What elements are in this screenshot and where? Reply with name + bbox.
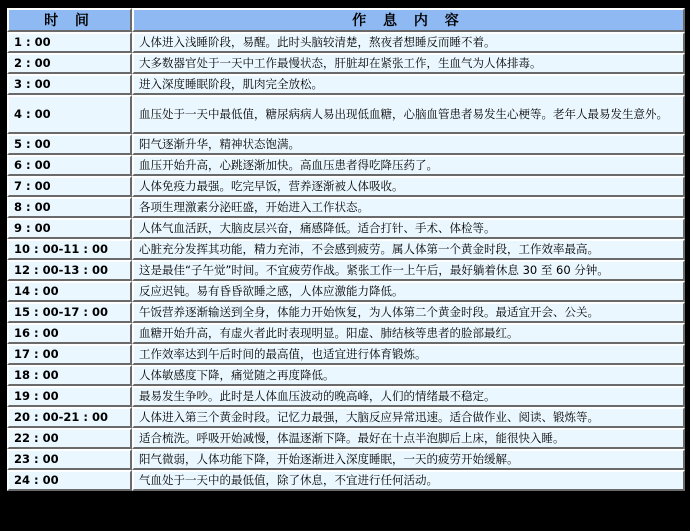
time-cell: 8 : 00 (7, 197, 132, 218)
table-row (7, 197, 685, 218)
header-row (7, 8, 685, 32)
table-row (7, 470, 685, 491)
content-cell: 血压处于一天中最低值，糖尿病病人易出现低血糖，心脑血管患者易发生心梗等。老年人最易发生意外。 (132, 95, 685, 134)
table-row (7, 218, 685, 239)
content-cell: 血糖开始升高，有虚火者此时表现明显。阳虚、肺结核等患者的脸部最红。 (132, 323, 685, 344)
time-cell: 3 : 00 (7, 74, 132, 95)
content-cell: 人体敏感度下降，痛觉随之再度降低。 (132, 365, 685, 386)
content-cell: 心脏充分发挥其功能，精力充沛，不会感到疲劳。属人体第一个黄金时段，工作效率最高。 (132, 239, 685, 260)
content-cell: 血压开始升高，心跳逐渐加快。高血压患者得吃降压药了。 (132, 155, 685, 176)
time-cell: 22 : 00 (7, 428, 132, 449)
content-cell: 工作效率达到午后时间的最高值，也适宜进行体育锻炼。 (132, 344, 685, 365)
table-row (7, 53, 685, 74)
time-cell: 24 : 00 (7, 470, 132, 491)
table-row (7, 95, 685, 134)
content-cell: 大多数器官处于一天中工作最慢状态，肝脏却在紧张工作，生血气为人体排毒。 (132, 53, 685, 74)
table-row (7, 365, 685, 386)
time-cell: 23 : 00 (7, 449, 132, 470)
table-row (7, 407, 685, 428)
table-row (7, 386, 685, 407)
daily-schedule-table (7, 8, 685, 491)
content-cell: 适合梳洗。呼吸开始减慢，体温逐渐下降。最好在十点半泡脚后上床，能很快入睡。 (132, 428, 685, 449)
table-row (7, 176, 685, 197)
content-cell: 人体气血活跃，大脑皮层兴奋，痛感降低。适合打针、手术、体检等。 (132, 218, 685, 239)
content-cell: 阳气逐渐升华，精神状态饱满。 (132, 134, 685, 155)
table-row (7, 344, 685, 365)
content-cell: 进入深度睡眠阶段，肌肉完全放松。 (132, 74, 685, 95)
time-cell: 20 : 00-21 : 00 (7, 407, 132, 428)
content-cell: 人体免疫力最强。吃完早饭，营养逐渐被人体吸收。 (132, 176, 685, 197)
time-cell: 10 : 00-11 : 00 (7, 239, 132, 260)
table-row (7, 428, 685, 449)
time-cell: 12 : 00-13 : 00 (7, 260, 132, 281)
content-cell: 午饭营养逐渐输送到全身，体能力开始恢复，为人体第二个黄金时段。最适宜开会、公关。 (132, 302, 685, 323)
content-cell: 气血处于一天中的最低值，除了休息，不宜进行任何活动。 (132, 470, 685, 491)
table-row (7, 239, 685, 260)
table-row (7, 134, 685, 155)
table-row (7, 155, 685, 176)
table-row (7, 449, 685, 470)
content-column-header: 作 息 内 容 (132, 8, 685, 32)
table-row (7, 323, 685, 344)
time-cell: 6 : 00 (7, 155, 132, 176)
time-cell: 18 : 00 (7, 365, 132, 386)
time-cell: 17 : 00 (7, 344, 132, 365)
time-cell: 15 : 00-17 : 00 (7, 302, 132, 323)
time-cell: 9 : 00 (7, 218, 132, 239)
table-row (7, 302, 685, 323)
content-cell: 人体进入第三个黄金时段。记忆力最强，大脑反应异常迅速。适合做作业、阅读、锻炼等。 (132, 407, 685, 428)
content-cell: 反应迟钝。易有昏昏欲睡之感，人体应激能力降低。 (132, 281, 685, 302)
content-cell: 人体进入浅睡阶段，易醒。此时头脑较清楚，熬夜者想睡反而睡不着。 (132, 32, 685, 53)
table-row (7, 32, 685, 53)
table-row (7, 281, 685, 302)
time-cell: 5 : 00 (7, 134, 132, 155)
content-cell: 这是最佳“子午觉”时间。不宜疲劳作战。紧张工作一上午后，最好躺着休息 30 至 60 分钟。 (132, 260, 685, 281)
time-cell: 14 : 00 (7, 281, 132, 302)
time-cell: 1 : 00 (7, 32, 132, 53)
time-cell: 2 : 00 (7, 53, 132, 74)
table-row (7, 260, 685, 281)
time-cell: 19 : 00 (7, 386, 132, 407)
time-cell: 16 : 00 (7, 323, 132, 344)
time-cell: 4 : 00 (7, 95, 132, 134)
content-cell: 各项生理激素分泌旺盛，开始进入工作状态。 (132, 197, 685, 218)
content-cell: 最易发生争吵。此时是人体血压波动的晚高峰，人们的情绪最不稳定。 (132, 386, 685, 407)
table-row (7, 74, 685, 95)
time-cell: 7 : 00 (7, 176, 132, 197)
time-column-header: 时 间 (7, 8, 132, 32)
content-cell: 阳气微弱，人体功能下降，开始逐渐进入深度睡眠，一天的疲劳开始缓解。 (132, 449, 685, 470)
